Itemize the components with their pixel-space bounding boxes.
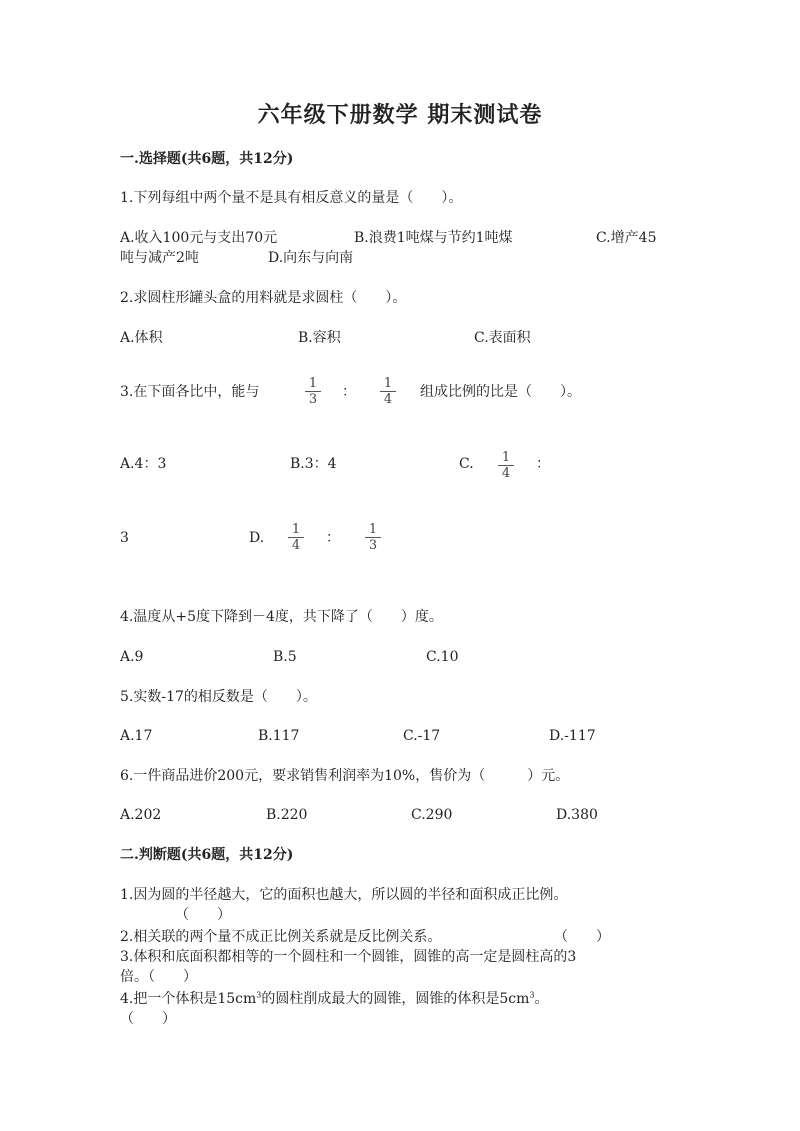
q4-option-b: B.5 xyxy=(273,649,297,665)
q1-option-c-cont: 吨与减产2吨 xyxy=(120,250,199,266)
q1-option-a: A.收入100元与支出70元 xyxy=(120,230,278,246)
fraction-denominator: 3 xyxy=(308,392,318,407)
q2-option-c: C.表面积 xyxy=(474,330,531,346)
q2-option-a: A.体积 xyxy=(120,330,163,346)
fraction-numerator: 1 xyxy=(288,522,304,538)
q6-option-b: B.220 xyxy=(266,807,308,823)
fraction-numerator: 1 xyxy=(365,522,381,538)
judgement-4-end: 。 xyxy=(534,991,549,1007)
judgement-3-cont: 倍。（ ） xyxy=(120,969,197,985)
question-3-text: 3.在下面各比中，能与 xyxy=(120,384,260,400)
fraction xyxy=(288,522,304,553)
q3-option-a: A.4：3 xyxy=(120,456,167,472)
question-1-text: 1.下列每组中两个量不是具有相反意义的量是（ ）。 xyxy=(120,190,463,206)
question-3-suffix: 组成比例的比是（ ）。 xyxy=(420,384,581,400)
ratio-colon: ： xyxy=(342,384,356,400)
q4-option-c: C.10 xyxy=(426,649,459,665)
section-heading-choice: 一.选择题(共6题，共12分) xyxy=(120,151,294,167)
fraction-denominator: 4 xyxy=(501,466,511,481)
superscript: 3 xyxy=(529,990,535,1000)
q2-option-b: B.容积 xyxy=(298,330,341,346)
q6-option-a: A.202 xyxy=(120,807,162,823)
fraction-numerator: 1 xyxy=(305,376,321,392)
judgement-1-text: 1.因为圆的半径越大，它的面积也越大，所以圆的半径和面积成正比例。 xyxy=(120,887,568,903)
answer-blank: （ ） xyxy=(175,907,231,923)
q3-option-c-cont: 3 xyxy=(120,530,129,546)
q6-option-d: D.380 xyxy=(556,807,598,823)
q5-option-c: C.-17 xyxy=(403,728,441,744)
ratio-colon: ： xyxy=(536,456,550,472)
answer-blank: （ ） xyxy=(554,929,610,945)
fraction-denominator: 3 xyxy=(368,538,378,553)
page-title: 六年级下册数学 期末测试卷 xyxy=(257,102,543,128)
section-heading-judgement: 二.判断题(共6题，共12分) xyxy=(120,847,294,863)
judgement-4-text xyxy=(120,990,549,1008)
question-4-text: 4.温度从+5度下降到－4度，共下降了（ ）度。 xyxy=(120,609,443,625)
q4-option-a: A.9 xyxy=(120,649,144,665)
fraction-numerator: 1 xyxy=(498,450,514,466)
q1-option-c: C.增产45 xyxy=(596,230,657,246)
fraction xyxy=(365,522,381,553)
q3-option-c: C. xyxy=(459,456,474,472)
judgement-4-mid: 的圆柱削成最大的圆锥，圆锥的体积是5cm xyxy=(261,991,530,1007)
q5-option-d: D.-117 xyxy=(549,728,596,744)
q3-option-d: D. xyxy=(249,530,265,546)
superscript: 3 xyxy=(256,990,262,1000)
question-2-text: 2.求圆柱形罐头盒的用料就是求圆柱（ ）。 xyxy=(120,290,407,306)
fraction xyxy=(380,376,396,407)
fraction xyxy=(305,376,321,407)
q6-option-c: C.290 xyxy=(411,807,453,823)
judgement-3-text: 3.体积和底面积都相等的一个圆柱和一个圆锥，圆锥的高一定是圆柱高的3 xyxy=(120,949,577,965)
fraction xyxy=(498,450,514,481)
q1-option-d: D.向东与向南 xyxy=(268,250,354,266)
judgement-2-text: 2.相关联的两个量不成正比例关系就是反比例关系。 xyxy=(120,929,442,945)
ratio-colon: ： xyxy=(326,530,340,546)
judgement-4-pre: 4.把一个体积是15cm xyxy=(120,991,257,1007)
answer-blank: （ ） xyxy=(120,1011,176,1027)
q5-option-b: B.117 xyxy=(258,728,300,744)
fraction-denominator: 4 xyxy=(291,538,301,553)
question-6-text: 6.一件商品进价200元，要求销售利润率为10%，售价为（ ）元。 xyxy=(120,768,570,784)
q3-option-b: B.3：4 xyxy=(290,456,337,472)
fraction-denominator: 4 xyxy=(383,392,393,407)
q1-option-b: B.浪费1吨煤与节约1吨煤 xyxy=(354,230,513,246)
fraction-numerator: 1 xyxy=(380,376,396,392)
question-5-text: 5.实数-17的相反数是（ ）。 xyxy=(120,689,317,705)
q5-option-a: A.17 xyxy=(120,728,153,744)
